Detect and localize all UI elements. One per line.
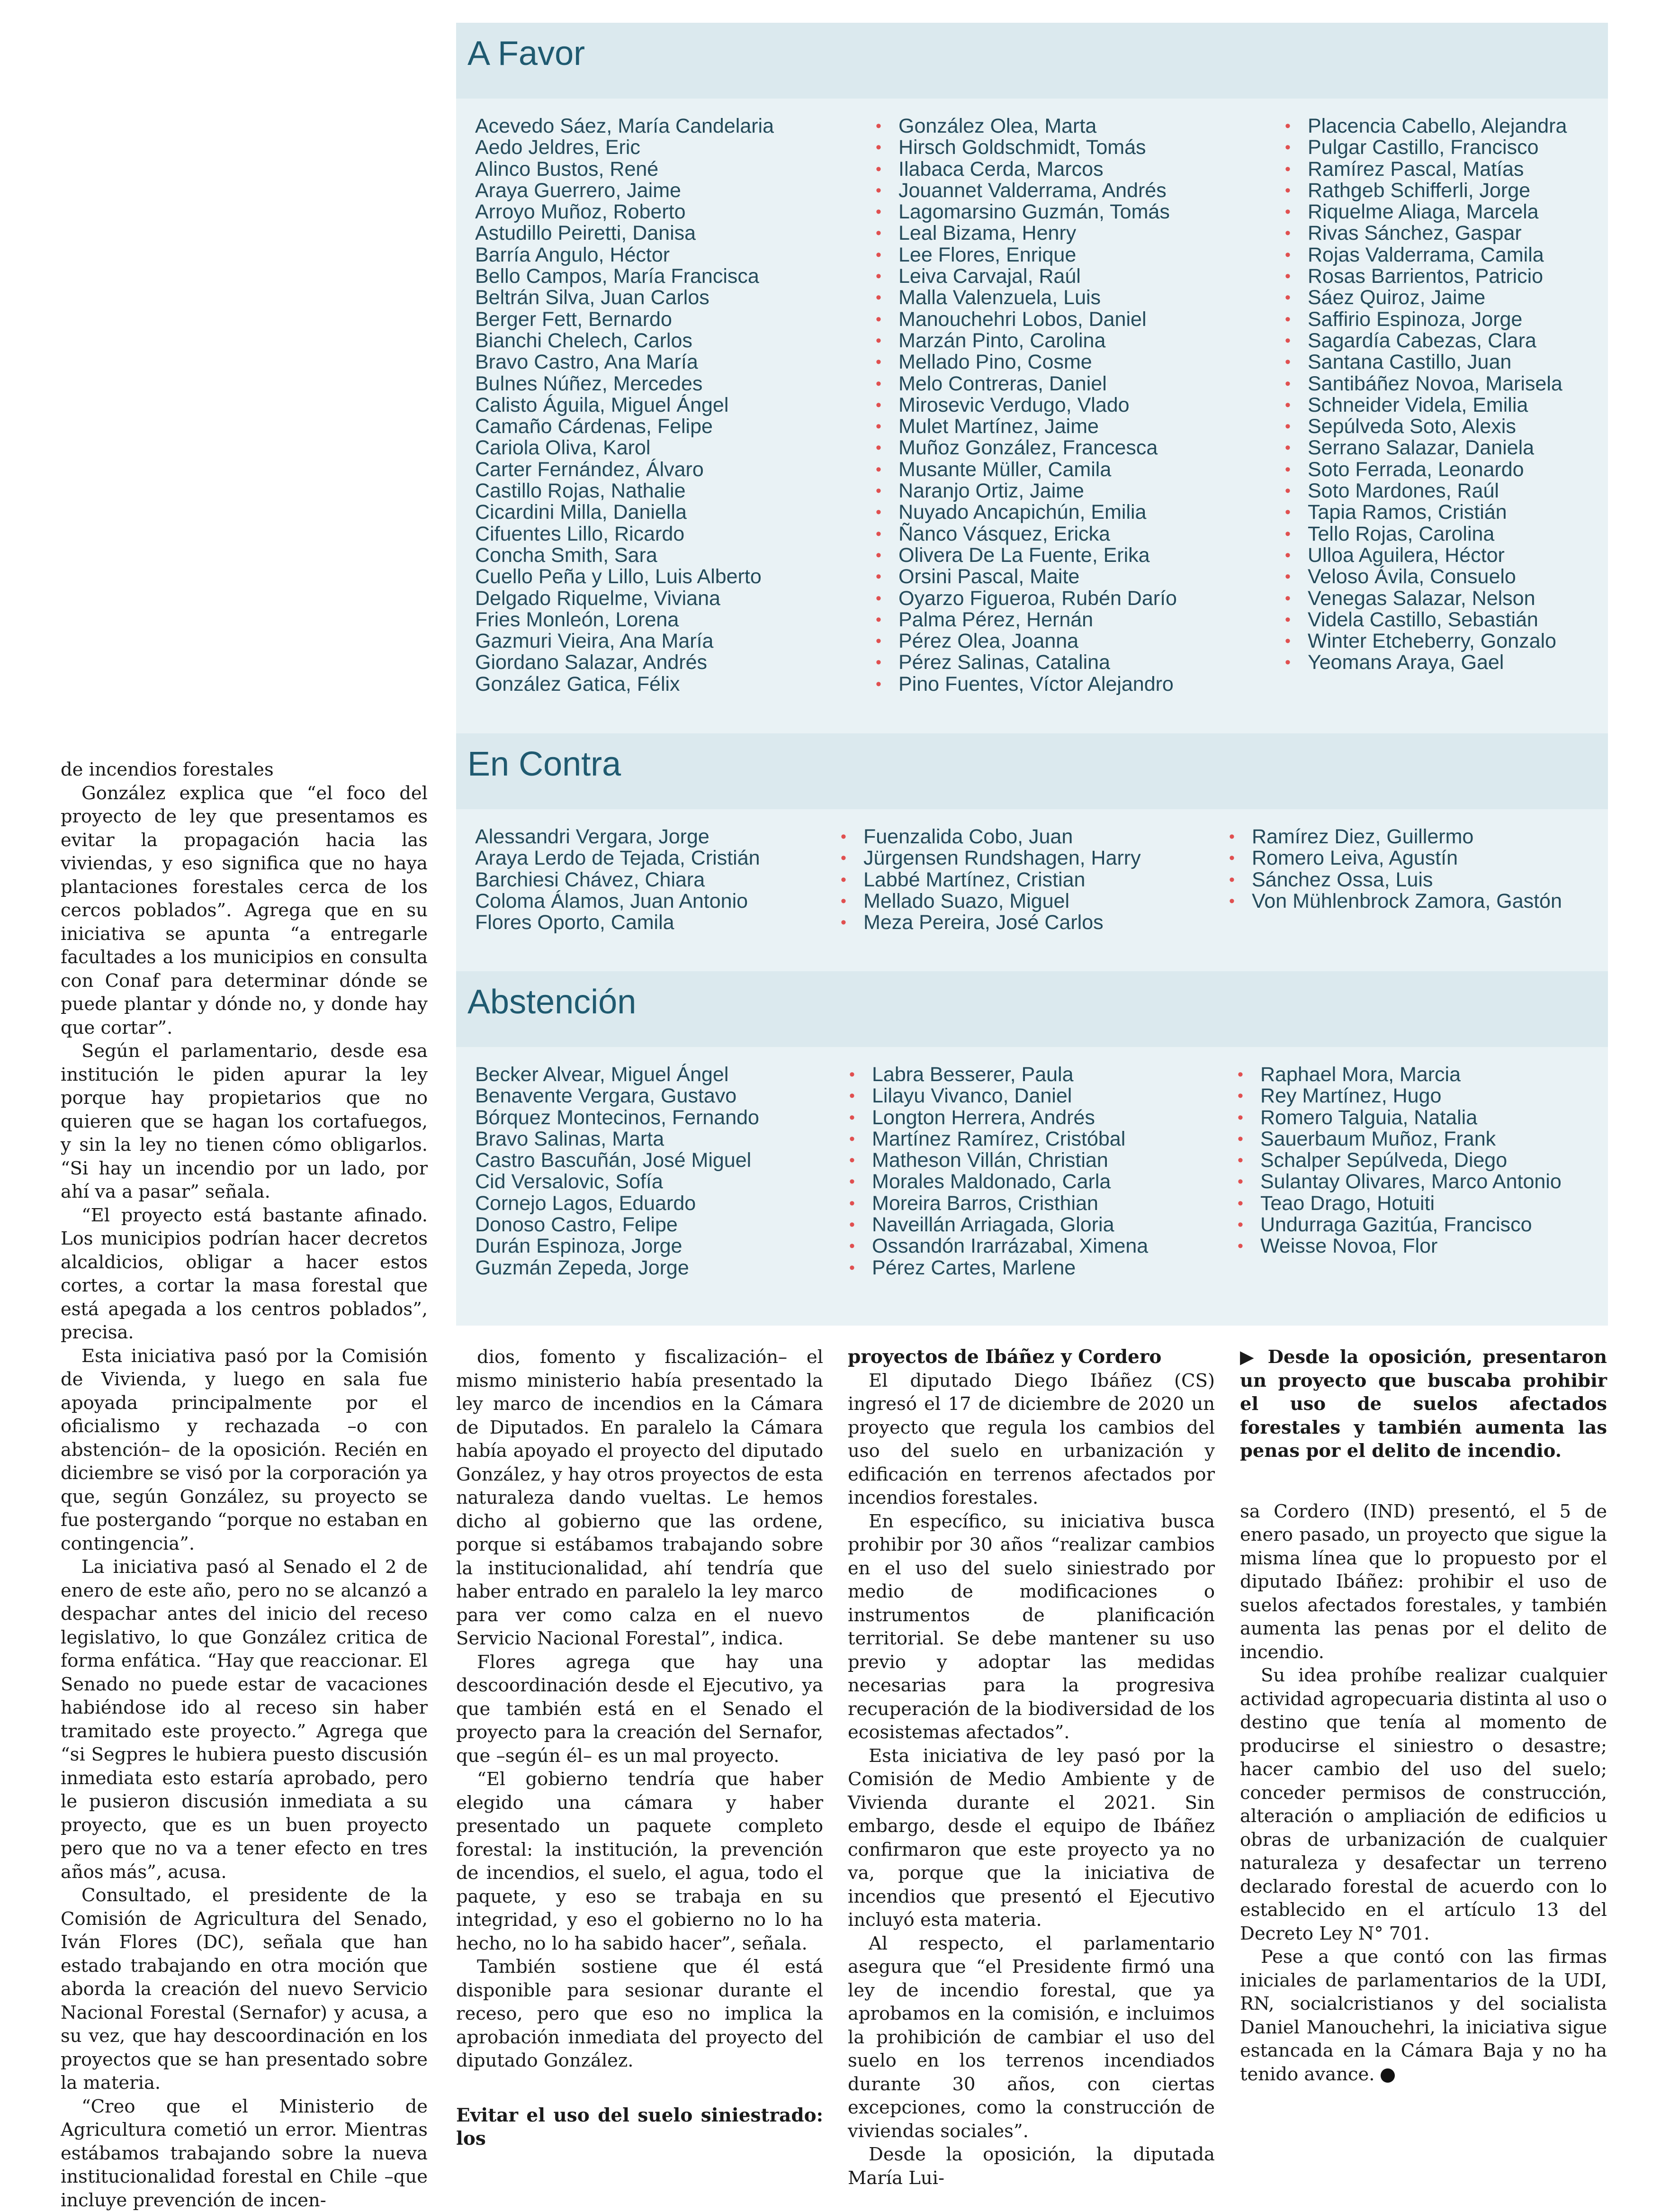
legislator-name: • Leiva Carvajal, Raúl	[876, 266, 1177, 287]
legislator-name: • Labbé Martínez, Cristian	[841, 869, 1141, 891]
legislator-name: • Romero Talguia, Natalia	[1238, 1107, 1562, 1129]
legislator-name: Concha Smith, Sara	[475, 545, 774, 566]
legislator-name: • Pérez Cartes, Marlene	[849, 1257, 1148, 1279]
abstencion-header	[456, 971, 1608, 1047]
legislator-name: • Tapia Ramos, Cristián	[1285, 502, 1567, 523]
contra-column-3	[1229, 826, 1562, 912]
legislator-name: • Meza Pereira, José Carlos	[841, 912, 1141, 933]
legislator-name: • Rivas Sánchez, Gaspar	[1285, 223, 1567, 244]
legislator-name: • Ramírez Pascal, Matías	[1285, 159, 1567, 180]
legislator-name: • Morales Maldonado, Carla	[849, 1171, 1148, 1192]
legislator-name: • Schneider Videla, Emilia	[1285, 395, 1567, 416]
legislator-name: • Winter Etcheberry, Gonzalo	[1285, 631, 1567, 652]
article-paragraph: Consultado, el presidente de la Comisión de Agricultura del Senado, Iván Flores (DC), señala que han estado trabajando en otra moción que aborda la creación del nuevo Servicio Nacional Forestal (Sernafor) y acusa, a su vez, que hay descoordinación en los proyectos que se han presentado sobre la materia.	[61, 1884, 428, 2095]
legislator-name: • Ossandón Irarrázabal, Ximena	[849, 1236, 1148, 1257]
legislator-name: • Santana Castillo, Juan	[1285, 352, 1567, 373]
legislator-name: Castillo Rojas, Nathalie	[475, 480, 774, 502]
legislator-name: • Nuyado Ancapichún, Emilia	[876, 502, 1177, 523]
legislator-name: • Mellado Pino, Cosme	[876, 352, 1177, 373]
legislator-name: • Videla Castillo, Sebastián	[1285, 609, 1567, 631]
article-paragraph: “El gobierno tendría que haber elegido una cámara y haber presentado un paquete completo forestal: la institución, la prevención de incendios, el suelo, el agua, todo el paquete, y eso se trabaja en su integridad, y eso el gobierno no lo ha hecho, no lo ha sabido hacer”, señala.	[456, 1768, 823, 1955]
favor-column-1	[475, 116, 774, 695]
article-paragraph: González explica que “el foco del proyecto de ley que presentamos es evitar la propagación hacia las viviendas, y eso significa que no haya plantaciones forestales cerca de los cercos poblados”. Agrega que en su iniciativa se apunta “a entregarle facultades a los municipios en consulta con Conaf para determinar dónde se puede plantar y dónde no, y donde hay que cortar”.	[61, 782, 428, 1040]
legislator-name: Alinco Bustos, René	[475, 159, 774, 180]
article-paragraph: Al respecto, el parlamentario asegura que “el Presidente firmó una ley de incendio forestal, que ya aprobamos en la comisión, e incluimos la prohibición de cambiar el uso del suelo en los terrenos incendiados durante 30 años, con ciertas excepciones, como la construcción de viviendas sociales”.	[848, 1932, 1215, 2143]
legislator-name: • Mellado Suazo, Miguel	[841, 891, 1141, 912]
legislator-name: Carter Fernández, Álvaro	[475, 459, 774, 480]
article-column-2	[456, 1345, 823, 2151]
legislator-name: Cariola Oliva, Karol	[475, 437, 774, 459]
legislator-name: • Ñanco Vásquez, Ericka	[876, 524, 1177, 545]
legislator-name: • Pulgar Castillo, Francisco	[1285, 137, 1567, 158]
article-paragraph: También sostiene que él está disponible para sesionar durante el receso, pero que eso no implica la aprobación inmediata del proyecto del diputado González.	[456, 1955, 823, 2073]
legislator-name: Barchiesi Chávez, Chiara	[475, 869, 760, 891]
contra-title: En Contra	[467, 745, 621, 784]
legislator-name: Astudillo Peiretti, Danisa	[475, 223, 774, 244]
legislator-name: • Romero Leiva, Agustín	[1229, 848, 1562, 869]
article-paragraph: Su idea prohíbe realizar cualquier actividad agropecuaria distinta al uso o destino que tenía al momento de producirse el siniestro o desastre; hacer cambio del uso del suelo; conceder permisos de construcción, alteración o ampliación de edificios u obras de urbanización de cualquier naturaleza y desafectar un terreno declarado forestal de acuerdo con lo establecido en el artículo 13 del Decreto Ley N° 701.	[1240, 1664, 1607, 1945]
legislator-name: • Placencia Cabello, Alejandra	[1285, 116, 1567, 137]
legislator-name: • Veloso Ávila, Consuelo	[1285, 566, 1567, 587]
abstencion-title: Abstención	[467, 983, 636, 1021]
article-paragraph: Esta iniciativa pasó por la Comisión de Vivienda, y luego en sala fue apoyada principalmente por el oficialismo y rechazada –o con abstención– de la oposición. Recién en diciembre se visó por la corporación ya que, según González, su proyecto se fue postergando “porque no estaban en contingencia”.	[61, 1345, 428, 1556]
legislator-name: Cicardini Milla, Daniella	[475, 502, 774, 523]
legislator-name: Araya Lerdo de Tejada, Cristián	[475, 848, 760, 869]
legislator-name: González Gatica, Félix	[475, 674, 774, 695]
legislator-name: Flores Oporto, Camila	[475, 912, 760, 933]
legislator-name: • Riquelme Aliaga, Marcela	[1285, 201, 1567, 223]
legislator-name: Delgado Riquelme, Viviana	[475, 588, 774, 609]
legislator-name: • Sagardía Cabezas, Clara	[1285, 330, 1567, 352]
article-paragraph: dios, fomento y fiscalización– el mismo ministerio había presentado la ley marco de incendios en la Cámara de Diputados. En paralelo la Cámara había apoyado el proyecto del diputado González, y hay otros proyectos de esta naturaleza dando vueltas. Le hemos dicho al gobierno que las ordene, porque si estábamos trabajando sobre la institucionalidad, ahí tendría que haber entrado en paralelo la ley marco para ver como calza en el nuevo Servicio Nacional Forestal”, indica.	[456, 1345, 823, 1651]
article-paragraph: Flores agrega que hay una descoordinación desde el Ejecutivo, ya que también está en el Senado el proyecto para la creación del Sernafor, que –según él– es un mal proyecto.	[456, 1651, 823, 1768]
legislator-name: • Fuenzalida Cobo, Juan	[841, 826, 1141, 848]
legislator-name: • Melo Contreras, Daniel	[876, 373, 1177, 395]
legislator-name: • Naranjo Ortiz, Jaime	[876, 480, 1177, 502]
legislator-name: • Venegas Salazar, Nelson	[1285, 588, 1567, 609]
vote-results-box	[456, 23, 1608, 1326]
article-paragraph: Desde la oposición, la diputada María Lui-	[848, 2143, 1215, 2190]
legislator-name: Bravo Castro, Ana María	[475, 352, 774, 373]
legislator-name: Bianchi Chelech, Carlos	[475, 330, 774, 352]
legislator-name: • Malla Valenzuela, Luis	[876, 287, 1177, 308]
contra-section	[456, 733, 1608, 809]
legislator-name: • Santibáñez Novoa, Marisela	[1285, 373, 1567, 395]
legislator-name: • Soto Ferrada, Leonardo	[1285, 459, 1567, 480]
legislator-name: • Soto Mardones, Raúl	[1285, 480, 1567, 502]
legislator-name: • Marzán Pinto, Carolina	[876, 330, 1177, 352]
legislator-name: Araya Guerrero, Jaime	[475, 180, 774, 201]
article-paragraph: Pese a que contó con las firmas iniciales de parlamentarios de la UDI, RN, socialcristianos y del socialista Daniel Manouchehri, la iniciativa sigue estancada en la Cámara Baja y no ha tenido avance.	[1240, 1945, 1607, 2086]
legislator-name: • Yeomans Araya, Gael	[1285, 652, 1567, 673]
legislator-name: • Matheson Villán, Christian	[849, 1150, 1148, 1171]
legislator-name: • Schalper Sepúlveda, Diego	[1238, 1150, 1562, 1171]
column-3-subhead: proyectos de Ibáñez y Cordero	[848, 1345, 1215, 1369]
legislator-name: • Sulantay Olivares, Marco Antonio	[1238, 1171, 1562, 1192]
article-paragraph: Esta iniciativa de ley pasó por la Comisión de Medio Ambiente y de Vivienda durante el 2021. Sin embargo, desde el equipo de Ibáñez confirmaron que este proyecto ya no va, porque que la iniciativa de incendios que presentó el Ejecutivo incluyó esta materia.	[848, 1744, 1215, 1932]
legislator-name: • Jouannet Valderrama, Andrés	[876, 180, 1177, 201]
legislator-name: Becker Alvear, Miguel Ángel	[475, 1064, 759, 1085]
article-paragraph: Según el parlamentario, desde esa institución le piden apurar la ley porque hay propietarios que no quieren que se hagan los cortafuegos, y sin la ley no tienen cómo obligarlos. “Si hay un incendio por un lado, por ahí va a pasar” señala.	[61, 1039, 428, 1204]
legislator-name: • Ilabaca Cerda, Marcos	[876, 159, 1177, 180]
legislator-name: • Moreira Barros, Cristhian	[849, 1193, 1148, 1214]
legislator-name: Cifuentes Lillo, Ricardo	[475, 524, 774, 545]
legislator-name: • Naveillán Arriagada, Gloria	[849, 1214, 1148, 1236]
abstencion-column-3	[1238, 1064, 1562, 1257]
legislator-name: • Muñoz González, Francesca	[876, 437, 1177, 459]
legislator-name: Coloma Álamos, Juan Antonio	[475, 891, 760, 912]
legislator-name: • Olivera De La Fuente, Erika	[876, 545, 1177, 566]
legislator-name: • Leal Bizama, Henry	[876, 223, 1177, 244]
favor-column-3	[1285, 116, 1567, 674]
legislator-name: • Serrano Salazar, Daniela	[1285, 437, 1567, 459]
legislator-name: • Rojas Valderrama, Camila	[1285, 244, 1567, 266]
article-paragraph: En específico, su iniciativa busca prohibir por 30 años “realizar cambios en el uso del suelo siniestrado por medio de modificaciones o instrumentos de planificación territorial. Se debe mantener su uso previo y adoptar las medidas necesarias para la progresiva recuperación de la biodiversidad de los ecosistemas afectados”.	[848, 1510, 1215, 1744]
legislator-name: • Tello Rojas, Carolina	[1285, 524, 1567, 545]
legislator-name: Guzmán Zepeda, Jorge	[475, 1257, 759, 1279]
legislator-name: • Ramírez Diez, Guillermo	[1229, 826, 1562, 848]
legislator-name: Durán Espinoza, Jorge	[475, 1236, 759, 1257]
abstencion-column-1	[475, 1064, 759, 1279]
favor-section	[456, 23, 1608, 99]
article-paragraph: El diputado Diego Ibáñez (CS) ingresó el 17 de diciembre de 2020 un proyecto que regula los cambios del uso del suelo en urbanización y edificación en terrenos afectados por incendios forestales.	[848, 1369, 1215, 1510]
article-column-4	[1240, 1345, 1607, 2086]
legislator-name: • Longton Herrera, Andrés	[849, 1107, 1148, 1129]
legislator-name: • Mulet Martínez, Jaime	[876, 416, 1177, 437]
legislator-name: • Sánchez Ossa, Luis	[1229, 869, 1562, 891]
legislator-name: • Labra Besserer, Paula	[849, 1064, 1148, 1085]
favor-column-2	[876, 116, 1177, 695]
legislator-name: Camaño Cárdenas, Felipe	[475, 416, 774, 437]
legislator-name: • Sepúlveda Soto, Alexis	[1285, 416, 1567, 437]
legislator-name: • Raphael Mora, Marcia	[1238, 1064, 1562, 1085]
article-paragraph: “El proyecto está bastante afinado. Los municipios podrían hacer decretos alcaldicios, obligar a hacer estos cortes, a cortar la masa forestal que está apegada a los centros poblados”, precisa.	[61, 1204, 428, 1345]
legislator-name: Beltrán Silva, Juan Carlos	[475, 287, 774, 308]
legislator-name: Arroyo Muñoz, Roberto	[475, 201, 774, 223]
article-column-1	[61, 758, 428, 2212]
legislator-name: • Rosas Barrientos, Patricio	[1285, 266, 1567, 287]
legislator-name: Cornejo Lagos, Eduardo	[475, 1193, 759, 1214]
legislator-name: • Undurraga Gazitúa, Francisco	[1238, 1214, 1562, 1236]
legislator-name: Benavente Vergara, Gustavo	[475, 1085, 759, 1107]
legislator-name: Bravo Salinas, Marta	[475, 1129, 759, 1150]
end-of-article-mark	[1381, 2068, 1395, 2083]
legislator-name: • Von Mühlenbrock Zamora, Gastón	[1229, 891, 1562, 912]
legislator-name: Acevedo Sáez, María Candelaria	[475, 116, 774, 137]
legislator-name: • Lilayu Vivanco, Daniel	[849, 1085, 1148, 1107]
legislator-name: Aedo Jeldres, Eric	[475, 137, 774, 158]
legislator-name: • Sáez Quiroz, Jaime	[1285, 287, 1567, 308]
highlight-box: ▶ Desde la oposición, presentaron un proyecto que buscaba prohibir el uso de suelos afectados forestales y también aumenta las penas por el delito de incendio.	[1240, 1345, 1607, 1463]
abstencion-section	[456, 971, 1608, 1047]
legislator-name: Gazmuri Vieira, Ana María	[475, 631, 774, 652]
legislator-name: • Weisse Novoa, Flor	[1238, 1236, 1562, 1257]
legislator-name: • Lagomarsino Guzmán, Tomás	[876, 201, 1177, 223]
article-column-3	[848, 1345, 1215, 2190]
legislator-name: • Teao Drago, Hotuiti	[1238, 1193, 1562, 1214]
legislator-name: • Mirosevic Verdugo, Vlado	[876, 395, 1177, 416]
abstencion-column-2	[849, 1064, 1148, 1279]
legislator-name: Bórquez Montecinos, Fernando	[475, 1107, 759, 1129]
legislator-name: Castro Bascuñán, José Miguel	[475, 1150, 759, 1171]
legislator-name: Cuello Peña y Lillo, Luis Alberto	[475, 566, 774, 587]
legislator-name: Giordano Salazar, Andrés	[475, 652, 774, 673]
article-paragraph: La iniciativa pasó al Senado el 2 de enero de este año, pero no se alcanzó a despachar antes del inicio del receso legislativo, lo que González critica de forma enfática. “Hay que reaccionar. El Senado no puede estar de vacaciones habiéndose ido al receso sin haber tramitado este proyecto.” Agrega que “si Segpres le hubiera puesto discusión inmediata esto estaría aprobado, pero le pusieron discusión inmediata a su proyecto, que es un buen proyecto pero que no va a tener efecto en tres años más”, acusa.	[61, 1555, 428, 1884]
legislator-name: • Palma Pérez, Hernán	[876, 609, 1177, 631]
legislator-name: Donoso Castro, Felipe	[475, 1214, 759, 1236]
legislator-name: Bello Campos, María Francisca	[475, 266, 774, 287]
legislator-name: • Rey Martínez, Hugo	[1238, 1085, 1562, 1107]
legislator-name: • Orsini Pascal, Maite	[876, 566, 1177, 587]
legislator-name: Alessandri Vergara, Jorge	[475, 826, 760, 848]
legislator-name: • Pérez Salinas, Catalina	[876, 652, 1177, 673]
legislator-name: Fries Monleón, Lorena	[475, 609, 774, 631]
legislator-name: • Hirsch Goldschmidt, Tomás	[876, 137, 1177, 158]
favor-header	[456, 23, 1608, 99]
contra-column-1	[475, 826, 760, 933]
legislator-name: • Ulloa Aguilera, Héctor	[1285, 545, 1567, 566]
legislator-name: • Oyarzo Figueroa, Rubén Darío	[876, 588, 1177, 609]
contra-header	[456, 733, 1608, 809]
legislator-name: • Jürgensen Rundshagen, Harry	[841, 848, 1141, 869]
legislator-name: • Saffirio Espinoza, Jorge	[1285, 309, 1567, 330]
legislator-name: Cid Versalovic, Sofía	[475, 1171, 759, 1192]
column-2-subhead: Evitar el uso del suelo siniestrado: los	[456, 2104, 823, 2151]
contra-column-2	[841, 826, 1141, 933]
legislator-name: Barría Angulo, Héctor	[475, 244, 774, 266]
legislator-name: • Rathgeb Schifferli, Jorge	[1285, 180, 1567, 201]
legislator-name: Calisto Águila, Miguel Ángel	[475, 395, 774, 416]
favor-title: A Favor	[467, 34, 585, 73]
legislator-name: • Pino Fuentes, Víctor Alejandro	[876, 674, 1177, 695]
column-4-lead: sa Cordero (IND) presentó, el 5 de enero pasado, un proyecto que sigue la misma línea que lo propuesto por el diputado Ibáñez: prohibir el uso de suelos afectados forestales, y también aumenta las penas por el delito de incendio.	[1240, 1500, 1607, 1664]
legislator-name: • González Olea, Marta	[876, 116, 1177, 137]
article-paragraph: “Creo que el Ministerio de Agricultura cometió un error. Mientras estábamos trabajando sobre la nueva institucionalidad forestal en Chile –que incluye prevención de incen-	[61, 2095, 428, 2212]
legislator-name: • Manouchehri Lobos, Daniel	[876, 309, 1177, 330]
legislator-name: Bulnes Núñez, Mercedes	[475, 373, 774, 395]
legislator-name: • Pérez Olea, Joanna	[876, 631, 1177, 652]
legislator-name: • Martínez Ramírez, Cristóbal	[849, 1129, 1148, 1150]
legislator-name: Berger Fett, Bernardo	[475, 309, 774, 330]
column-1-lead: de incendios forestales	[61, 758, 428, 782]
legislator-name: • Lee Flores, Enrique	[876, 244, 1177, 266]
legislator-name: • Musante Müller, Camila	[876, 459, 1177, 480]
legislator-name: • Sauerbaum Muñoz, Frank	[1238, 1129, 1562, 1150]
